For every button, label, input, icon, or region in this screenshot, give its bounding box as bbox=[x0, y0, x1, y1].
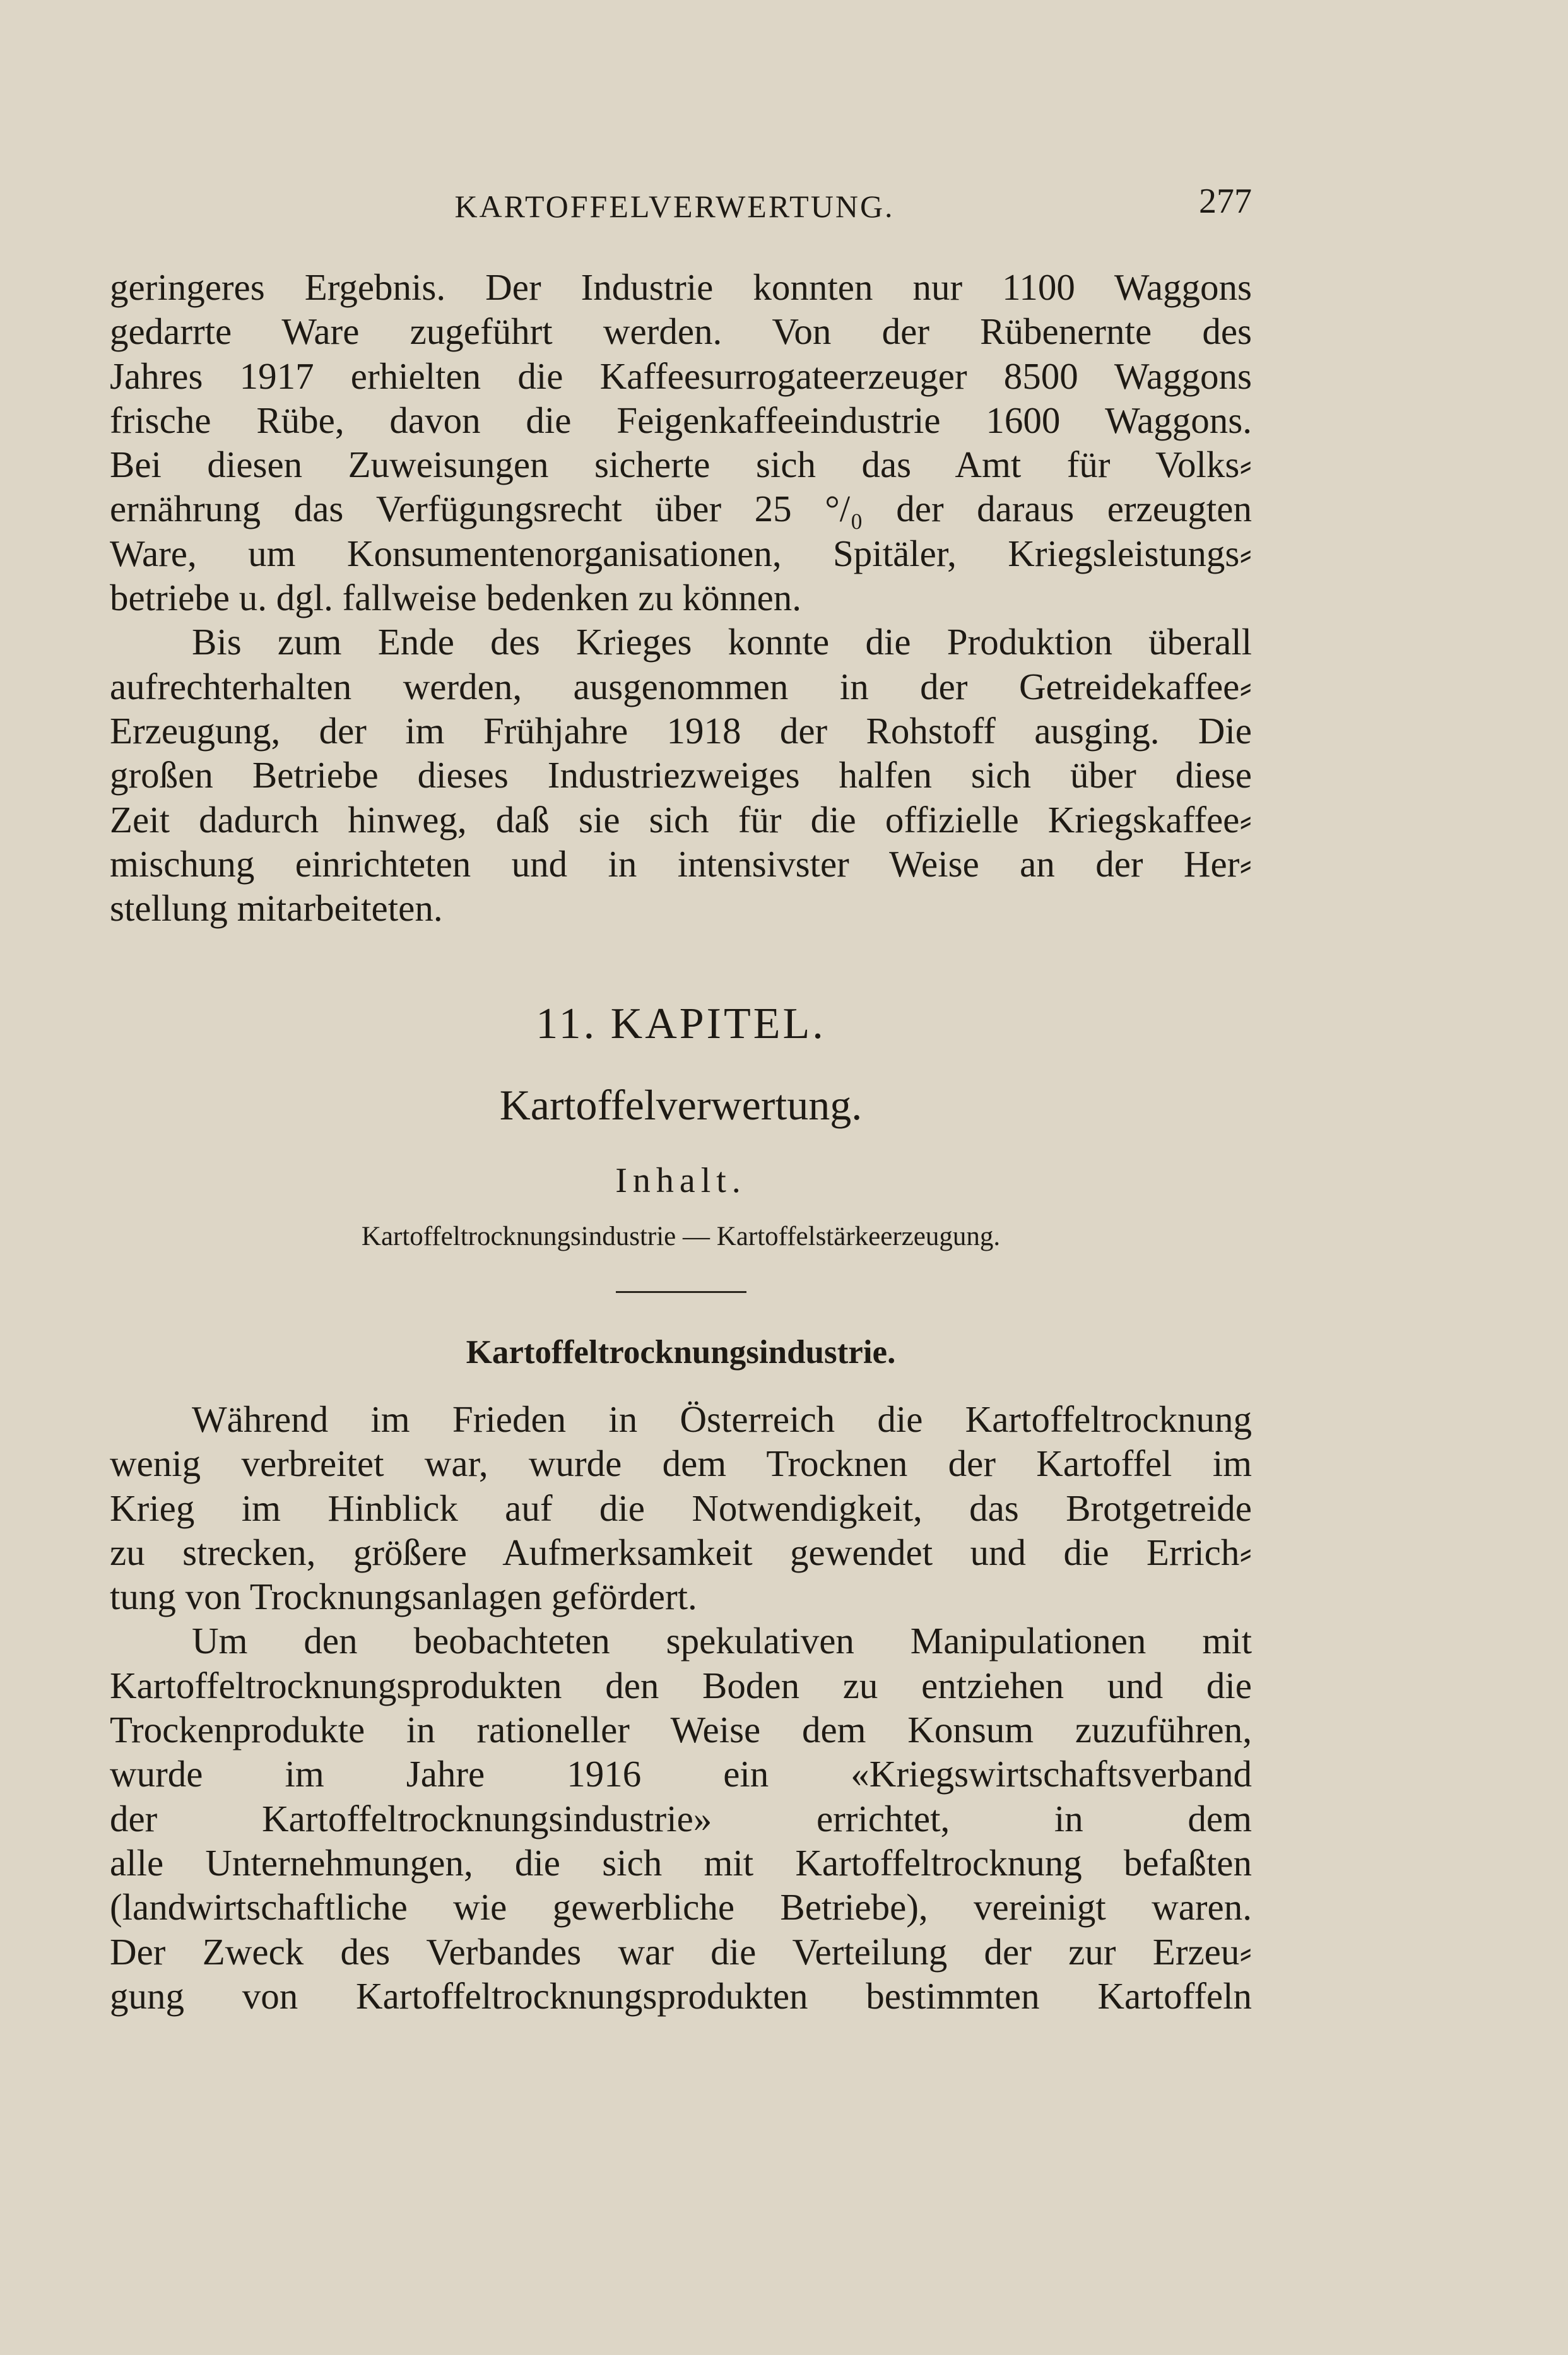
text-line: Während im Frieden in Österreich die Kartoffeltrocknung bbox=[192, 1398, 1252, 1440]
text-line: mischung einrichteten und in intensivster Weise an der Her⸗ bbox=[110, 842, 1252, 885]
text-line: Zeit dadurch hinweg, daß sie sich für die offizielle Kriegskaffee⸗ bbox=[110, 798, 1252, 841]
text-line: wurde im Jahre 1916 ein «Kriegswirtschaftsverband bbox=[110, 1753, 1252, 1795]
text-line: Bei diesen Zuweisungen sicherte sich das Amt für Volks⸗ bbox=[110, 444, 1252, 486]
text-line: Erzeugung, der im Frühjahre 1918 der Rohstoff ausging. Die bbox=[110, 709, 1252, 752]
text-line: Der Zweck des Verbandes war die Verteilung der zur Erzeu⸗ bbox=[110, 1930, 1252, 1973]
chapter-number: 11. KAPITEL. bbox=[536, 1000, 826, 1048]
chapter-title: Kartoffelverwertung. bbox=[499, 1081, 863, 1129]
text-line: gedarrte Ware zugeführt werden. Von der Rübenernte des bbox=[110, 310, 1252, 353]
page-number: 277 bbox=[1199, 182, 1252, 221]
text-line: Trockenprodukte in rationeller Weise dem Konsum zuzuführen, bbox=[110, 1709, 1252, 1751]
text-line: stellung mitarbeiteten. bbox=[110, 887, 443, 930]
text-line: aufrechterhalten werden, ausgenommen in der Getreidekaffee⸗ bbox=[110, 665, 1252, 707]
text-line: (landwirtschaftliche wie gewerbliche Betriebe), vereinigt waren. bbox=[110, 1886, 1252, 1928]
text-line: zu strecken, größere Aufmerksamkeit gewendet und die Errich⸗ bbox=[110, 1531, 1252, 1573]
chapter-contents: Kartoffeltrocknungsindustrie — Kartoffelstärkeerzeugung. bbox=[361, 1222, 1001, 1251]
running-header bbox=[110, 184, 1252, 228]
text-line: geringeres Ergebnis. Der Industrie konnten nur 1100 Waggons bbox=[110, 266, 1252, 308]
text-line: Kartoffeltrocknungsprodukten den Boden zu entziehen und die bbox=[110, 1664, 1252, 1706]
text-line: der Kartoffeltrocknungsindustrie» errichtet, in dem bbox=[110, 1797, 1252, 1839]
text-line: Um den beobachteten spekulativen Manipulationen mit bbox=[192, 1620, 1252, 1662]
divider-rule bbox=[616, 1291, 746, 1293]
text-line: wenig verbreitet war, wurde dem Trocknen der Kartoffel im bbox=[110, 1443, 1252, 1485]
paragraph bbox=[110, 620, 1252, 930]
text-line: großen Betriebe dieses Industriezweiges halfen sich über diese bbox=[110, 754, 1252, 796]
text-line: Jahres 1917 erhielten die Kaffeesurrogateerzeuger 8500 Waggons bbox=[110, 355, 1252, 397]
text-line: Ware, um Konsumentenorganisationen, Spitäler, Kriegsleistungs⸗ bbox=[110, 532, 1252, 574]
text-line: gung von Kartoffeltrocknungsprodukten bestimmten Kartoffeln bbox=[110, 1974, 1252, 2017]
paragraph bbox=[110, 1397, 1252, 1619]
body-text-top bbox=[110, 265, 1252, 930]
running-title: KARTOFFELVERWERTUNG. bbox=[454, 189, 895, 224]
text-line: Bis zum Ende des Krieges konnte die Produktion überall bbox=[192, 621, 1252, 663]
section-heading: Kartoffeltrocknungsindustrie. bbox=[466, 1334, 896, 1371]
text-line: Krieg im Hinblick auf die Notwendigkeit, das Brotgetreide bbox=[110, 1487, 1252, 1529]
paragraph bbox=[110, 1619, 1252, 2018]
body-text-bottom bbox=[110, 1397, 1252, 2018]
text-line: betriebe u. dgl. fallweise bedenken zu können. bbox=[110, 577, 802, 619]
paragraph bbox=[110, 265, 1252, 620]
text-line: frische Rübe, davon die Feigenkaffeeindustrie 1600 Waggons. bbox=[110, 399, 1252, 441]
contents-label: Inhalt. bbox=[615, 1161, 746, 1200]
text-line: ernährung das Verfügungsrecht über 25 °/₀ der daraus erzeugten bbox=[110, 488, 1252, 530]
text-line: alle Unternehmungen, die sich mit Kartoffeltrocknung befaßten bbox=[110, 1841, 1252, 1884]
text-line: tung von Trocknungsanlagen gefördert. bbox=[110, 1576, 697, 1618]
